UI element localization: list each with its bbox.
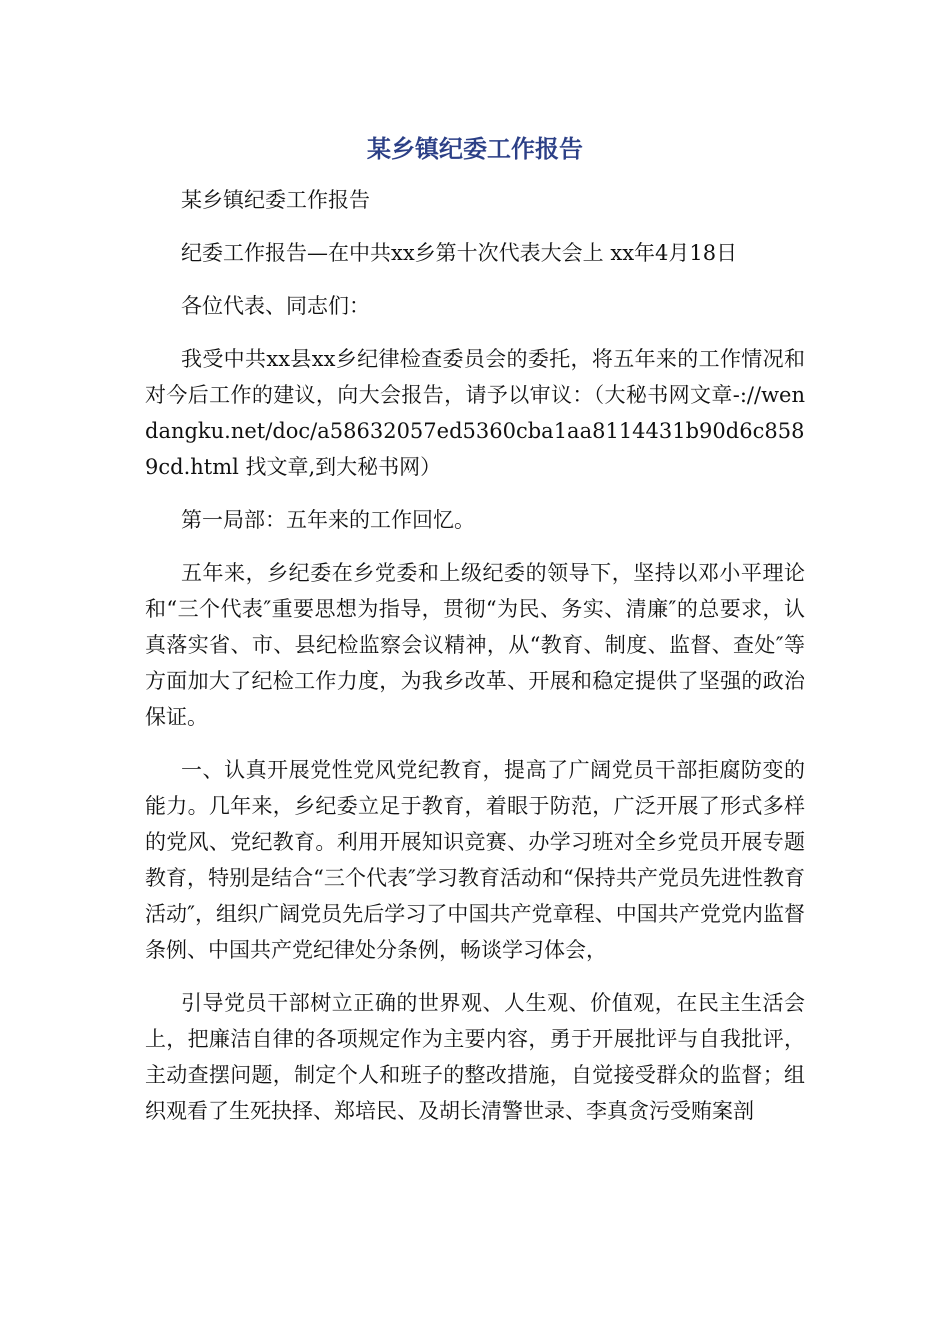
paragraph-section-heading: 第一局部：五年来的工作回忆。 xyxy=(181,508,475,532)
paragraph-overview: 五年来，乡纪委在乡党委和上级纪委的领导下，坚持以邓小平理论和“三个代表″重要思想为指导，贯彻“为民、务实、清廉″的总要求，认真落实省、市、县纪检监察会议精神，从“教育、制度、监督、查处″等方面加大了纪检工作力度，为我乡改革、开展和稳定提供了坚强的政治保证。 xyxy=(145,561,805,729)
document-title: 某乡镇纪委工作报告 xyxy=(367,135,583,163)
paragraph-education: 一、认真开展党性党风党纪教育，提高了广阔党员干部拒腐防变的能力。几年来，乡纪委立足于教育，着眼于防范，广泛开展了形式多样的党风、党纪教育。利用开展知识竞赛、办学习班对全乡党员开展专题教育，特别是结合“三个代表″学习教育活动和“保持共产党员先进性教育活动″，组织广阔党员先后学习了中国共产党章程、中国共产党党内监督条例、中国共产党纪律处分条例，畅谈学习体会， xyxy=(145,758,805,962)
paragraph-intro: 我受中共xx县xx乡纪律检查委员会的委托，将五年来的工作情况和对今后工作的建议，向大会报告，请予以审议：（大秘书网文章-://wendangku.net/doc/a58632057ed5360cba1aa8114431b90d6c8589cd.html 找文章,到大秘书网） xyxy=(145,347,805,479)
paragraph-salutation: 各位代表、同志们： xyxy=(181,294,370,318)
paragraph-guidance: 引导党员干部树立正确的世界观、人生观、价值观，在民主生活会上，把廉洁自律的各项规定作为主要内容，勇于开展批评与自我批评，主动查摆问题，制定个人和班子的整改措施，自觉接受群众的监督；组织观看了生死抉择、郑培民、及胡长清警世录、李真贪污受贿案剖 xyxy=(145,991,805,1123)
paragraph-report-heading: 纪委工作报告—在中共xx乡第十次代表大会上 xx年4月18日 xyxy=(181,241,738,265)
paragraph-subtitle: 某乡镇纪委工作报告 xyxy=(181,188,370,212)
document-body xyxy=(145,182,805,1146)
